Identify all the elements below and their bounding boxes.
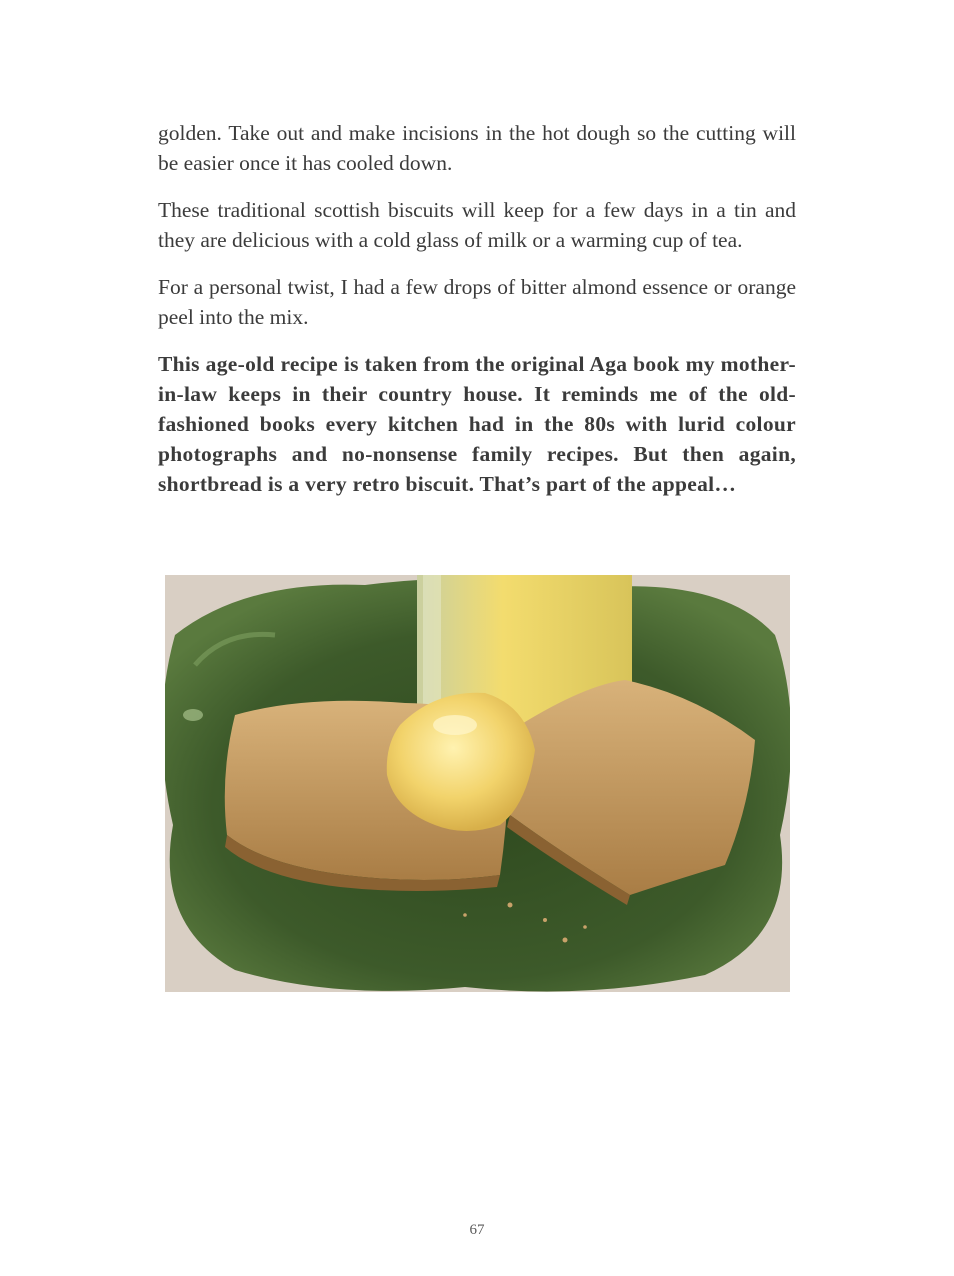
paragraph-3: For a personal twist, I had a few drops of bitter almond essence or orange peel into the mix. <box>158 275 796 329</box>
shortbread-photo <box>165 575 790 992</box>
author-note: This age-old recipe is taken from the original Aga book my mother-in-law keeps in their country house. It reminds me of the old-fashioned books every kitchen had in the 80s with lurid colour photographs and no-nonsense family recipes. But then again, shortbread is a very retro biscuit. That’s part of the appeal… <box>158 352 796 496</box>
body-text <box>158 118 796 516</box>
shortbread-photo-illustration <box>165 575 790 992</box>
page-number: 67 <box>469 1222 485 1238</box>
paragraph-2: These traditional scottish biscuits will keep for a few days in a tin and they are delicious with a cold glass of milk or a warming cup of tea. <box>158 198 796 252</box>
paragraph-1: golden. Take out and make incisions in the hot dough so the cutting will be easier once it has cooled down. <box>158 121 796 175</box>
